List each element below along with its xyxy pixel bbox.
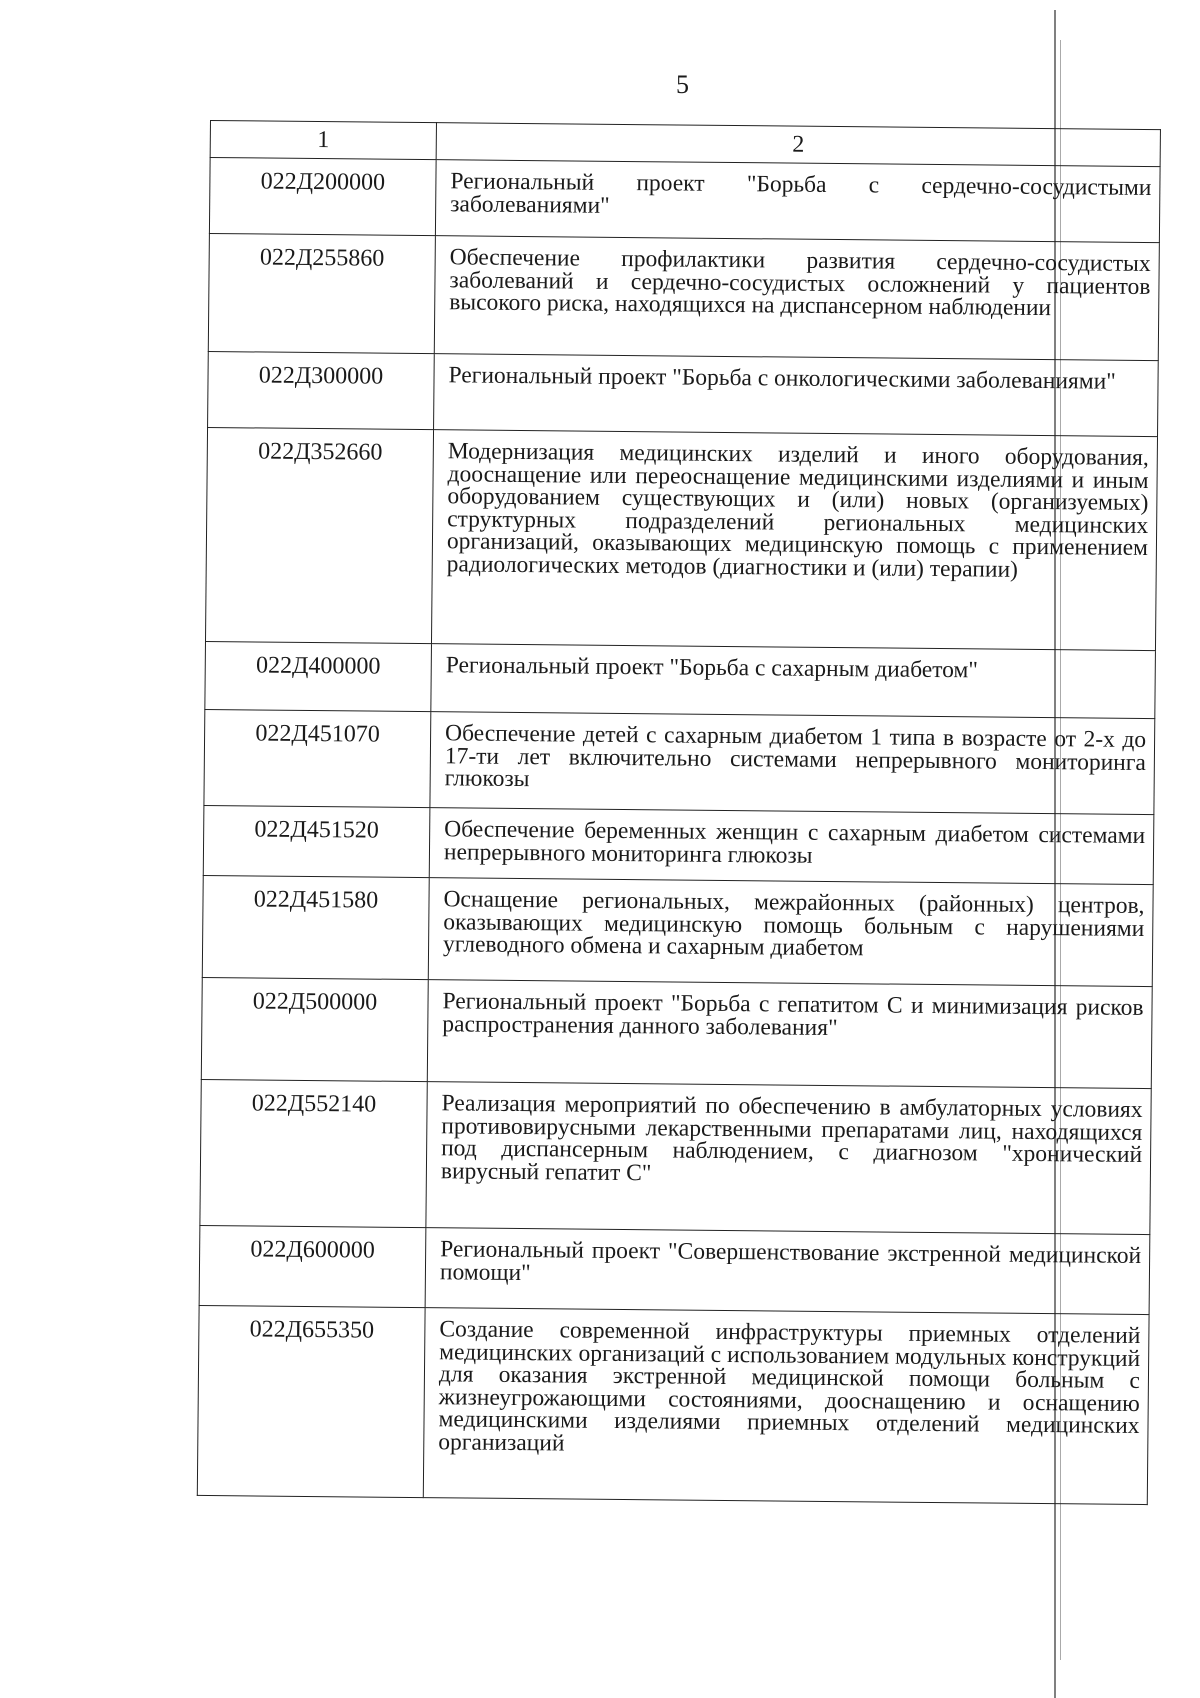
row-code: 022Д400000 — [205, 641, 432, 711]
row-name: Обеспечение детей с сахарным диабетом 1 типа в возрасте от 2-х до 17-ти лет включительно системами непрерывного мониторинга глюкозы — [430, 712, 1155, 815]
row-name: Оснащение региональных, межрайонных (районных) центров, оказывающих медицинскую помощь больным с нарушениями углеводного обмена и сахарным диабетом — [428, 878, 1153, 987]
row-code: 022Д451520 — [203, 805, 430, 877]
table-row — [199, 1225, 1150, 1314]
row-code: 022Д200000 — [209, 158, 436, 236]
row-name: Региональный проект "Борьба с онкологическими заболеваниями" — [434, 354, 1159, 437]
page-number: 5 — [676, 70, 689, 99]
row-name: Обеспечение профилактики развития сердечно-сосудистых заболеваний и сердечно-сосудистых осложнений у пациентов высокого риска, находящихся на диспансерном наблюдении — [434, 236, 1159, 361]
row-name: Региональный проект "Борьба с сердечно-сосудистыми заболеваниями" — [435, 160, 1160, 243]
row-code: 022Д300000 — [208, 351, 435, 429]
row-code: 022Д255860 — [208, 233, 435, 353]
row-code: 022Д451070 — [204, 709, 431, 807]
row-name: Обеспечение беременных женщин с сахарным диабетом системами непрерывного мониторинга глюкозы — [429, 808, 1154, 885]
row-code: 022Д352660 — [205, 427, 433, 643]
budget-classification-table — [197, 120, 1161, 1505]
table-row — [208, 351, 1159, 436]
row-name: Создание современной инфраструктуры приемных отделений медицинских организаций с использованием модульных конструкций для оказания экстренной медицинской помощи больным с жизнеугрожающими состояниями, дооснащению и оснащению медицинскими изделиями приемных отделений медицинских организаций — [423, 1308, 1149, 1505]
table-row — [197, 1305, 1149, 1504]
table-row — [203, 805, 1154, 884]
table-row — [205, 641, 1156, 718]
row-code: 022Д500000 — [201, 977, 428, 1081]
table-row — [201, 977, 1152, 1088]
table-row — [204, 709, 1155, 814]
row-code: 022Д552140 — [200, 1079, 427, 1227]
column-header-2: 2 — [436, 123, 1160, 167]
table-row — [208, 233, 1159, 360]
row-code: 022Д655350 — [197, 1305, 425, 1497]
table-row — [202, 875, 1153, 986]
row-name: Региональный проект "Борьба с гепатитом С и минимизация рисков распространения данного заболевания" — [427, 980, 1152, 1089]
table-row — [209, 158, 1160, 243]
table-row — [205, 427, 1157, 650]
row-code: 022Д451580 — [202, 875, 429, 979]
column-header-1: 1 — [210, 121, 436, 160]
table-row — [200, 1079, 1151, 1234]
row-name: Модернизация медицинских изделий и иного оборудования, дооснащение или переоснащение медицинскими изделиями и иным оборудованием существующих и (или) новых (организуемых) структурных подразделений региональных медицинских организаций, оказывающих медицинскую помощь с применением радиологических методов (диагностики и (или) терапии) — [431, 430, 1157, 651]
row-code: 022Д600000 — [199, 1225, 426, 1307]
row-name: Региональный проект "Борьба с сахарным диабетом" — [431, 644, 1156, 719]
row-name: Региональный проект "Совершенствование экстренной медицинской помощи" — [425, 1228, 1150, 1315]
row-name: Реализация мероприятий по обеспечению в амбулаторных условиях противовирусными лекарственными препаратами лиц, находящихся под диспансерным наблюдением, с диагнозом "хронический вирусный гепатит С" — [426, 1082, 1151, 1235]
